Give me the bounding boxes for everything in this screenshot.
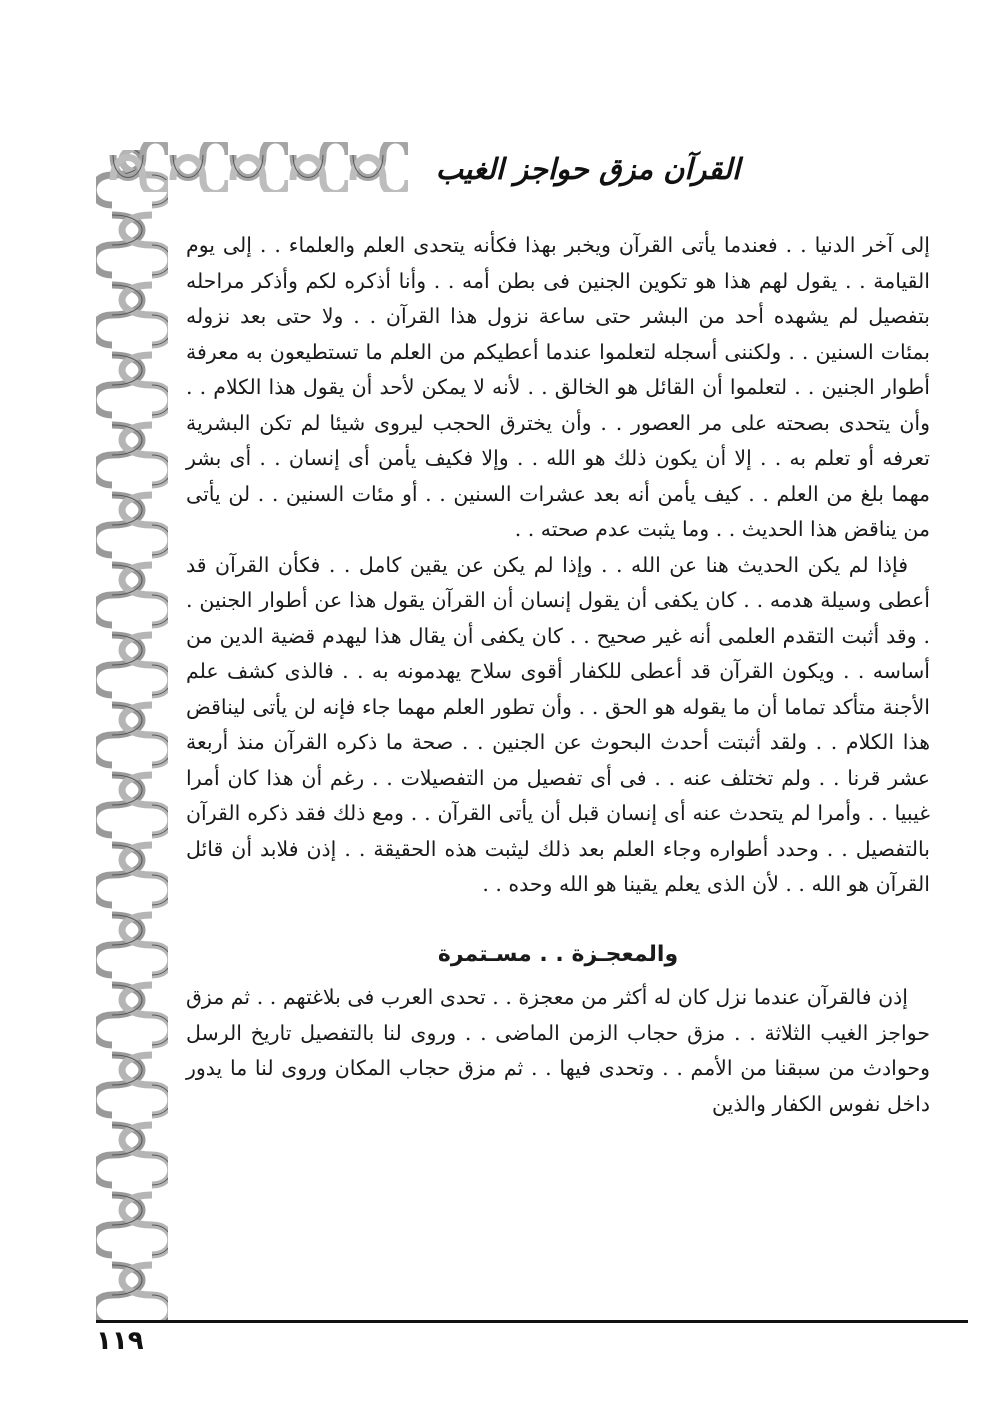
running-header: القرآن مزق حواجز الغيب [435,152,740,186]
page-number: ١١٩ [96,1326,144,1356]
paragraph-2: فإذا لم يكن الحديث هنا عن الله . . وإذا لم يكن عن يقين كامل . . فكأن القرآن قد أعطى وسيلة هدمه . . كان يكفى أن يقول إنسان أن القرآن يقول هذا عن أطوار الجنين . . وقد أثبت التقدم العلمى أنه غير صحيح . . كان يكفى أن يقال هذا ليهدم قضية الدين من أساسه . . ويكون القرآن قد أعطى للكفار أقوى سلاح يهدمونه به . . فالذى كشف علم الأجنة متأكد تماما أن ما يقوله هو الحق . . وأن تطور العلم مهما جاء فإنه لن يأتى ليناقض هذا الكلام . . ولقد أثبتت أحدث البحوث عن الجنين . . صحة ما ذكره القرآن منذ أربعة عشر قرنا . . ولم تختلف عنه . . فى أى تفصيل من التفصيلات . . رغم أن هذا كان أمرا غيبيا . . وأمرا لم يتحدث عنه أى إنسان قبل أن يأتى القرآن . . ومع ذلك فقد ذكره القرآن بالتفصيل . . وحدد أطواره وجاء العلم بعد ذلك ليثبت هذه الحقيقة . . إذن فلابد أن قائل القرآن هو الله . . لأن الذى يعلم يقينا هو الله وحده . . [186,552,930,896]
footer-rule [96,1320,968,1323]
paragraph-1: إلى آخر الدنيا . . فعندما يأتى القرآن ويخبر بهذا فكأنه يتحدى العلم والعلماء . . إلى يوم القيامة . . يقول لهم هذا هو تكوين الجنين فى بطن أمه . . وأنا أذكره لكم وأذكر مراحله بتفصيل لم يشهده أحد من البشر حتى ساعة نزول هذا القرآن . . ولا حتى بعد نزوله بمئات السنين . . ولكننى أسجله لتعلموا عندما أعطيكم من العلم ما تستطيعون به معرفة أطوار الجنين . . لتعلموا أن القائل هو الخالق . . لأنه لا يمكن لأحد أن يقول هذا الكلام . . وأن يتحدى بصحته على مر العصور . . وأن يخترق الحجب ليروى شيئا لم تكن البشرية تعرفه أو تعلم به . . إلا أن يكون ذلك هو الله . . وإلا فكيف يأمن أى إنسان . . أى بشر مهما بلغ من العلم . . كيف يأمن أنه بعد عشرات السنين . . أو مئات السنين . . لن يأتى من يناقض هذا الحديث . . وما يثبت عدم صحته . . [186,233,930,541]
section-heading: والمعجـزة . . مسـتمرة [437,941,679,967]
paragraph-3: إذن فالقرآن عندما نزل كان له أكثر من معجزة . . تحدى العرب فى بلاغتهم . . ثم مزق حواجز الغيب الثلاثة . . مزق حجاب الزمن الماضى . . وروى لنا بالتفصيل تاريخ الرسل وحوادث من سبقنا من الأمم . . وتحدى فيها . . ثم مزق حجاب المكان وروى لنا ما يدور داخل نفوس الكفار والذين [186,985,930,1116]
ornamental-border-icon [92,140,172,1330]
ornamental-corner-icon [108,140,408,195]
main-text [186,228,930,1122]
